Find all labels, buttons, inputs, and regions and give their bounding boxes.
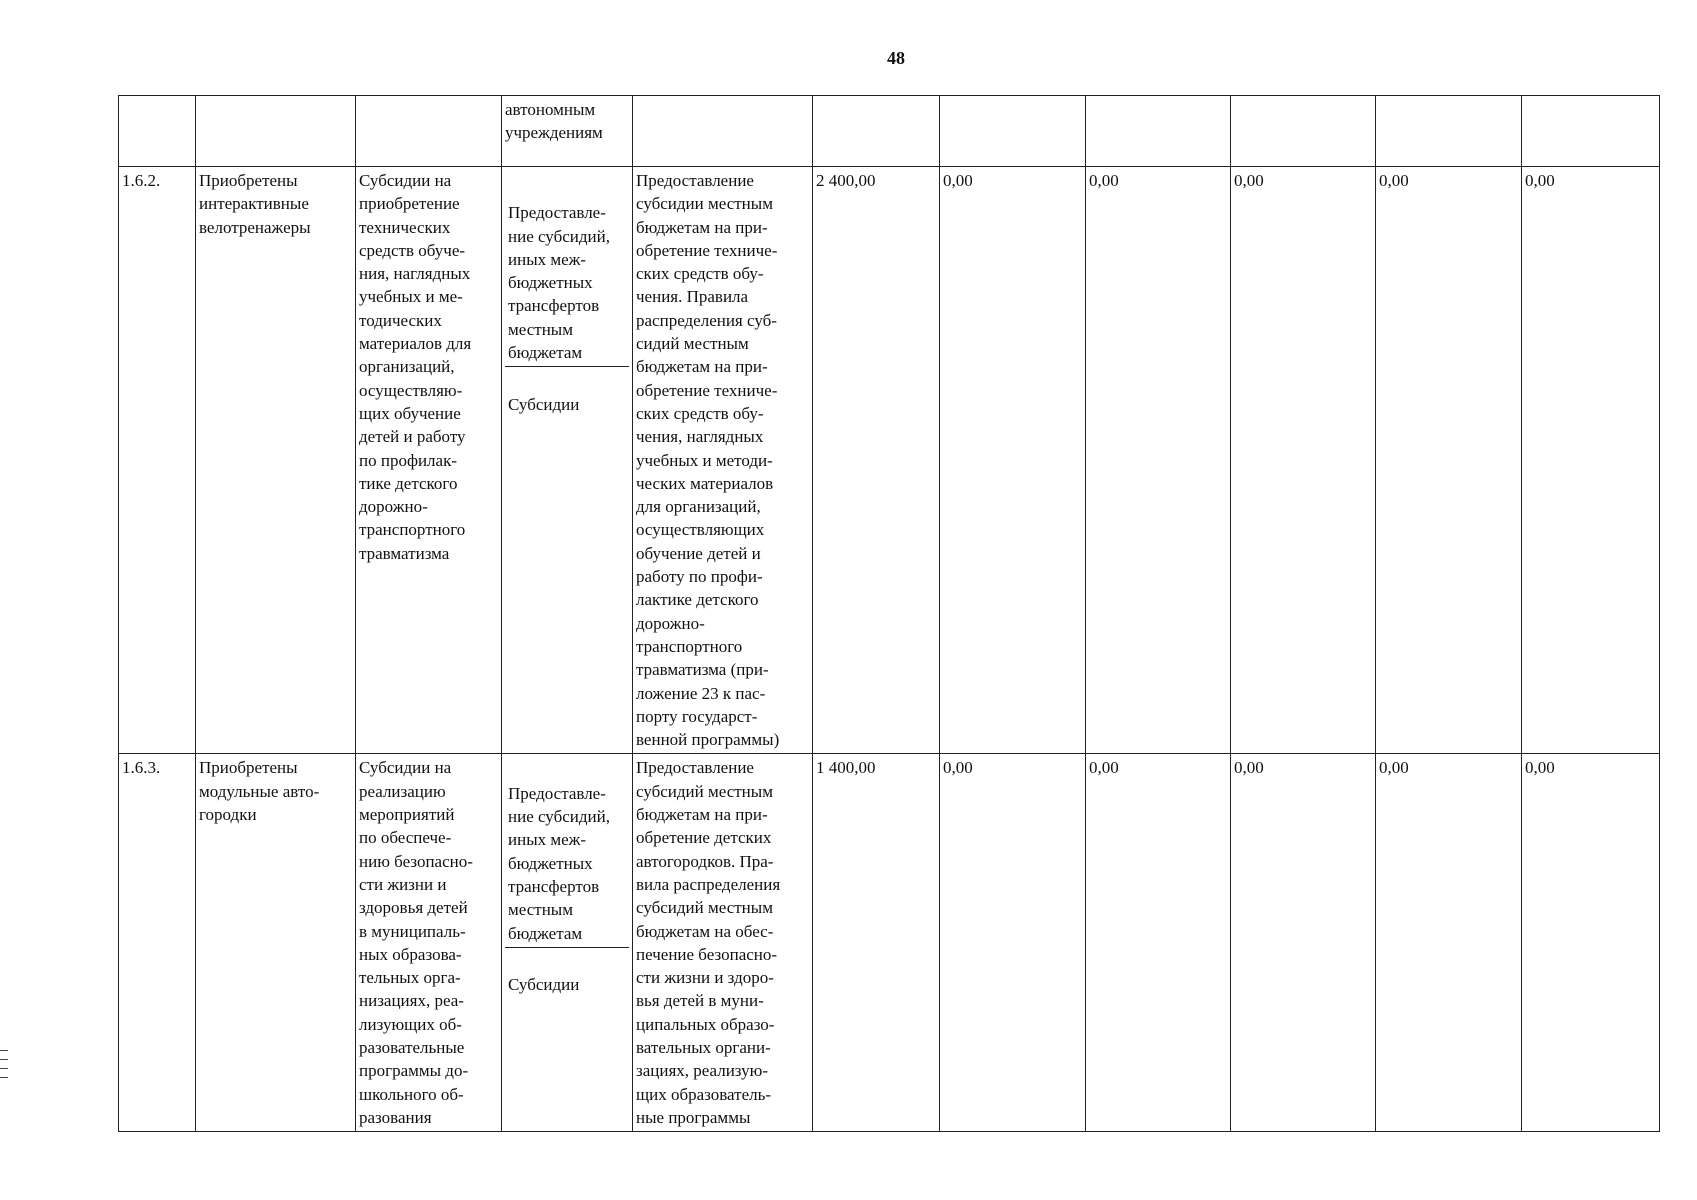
result-cell: Приобретены модульные авто- городки xyxy=(196,754,356,1132)
cell-empty xyxy=(196,96,356,167)
mechanism-cell xyxy=(502,167,633,754)
program-table xyxy=(118,95,1660,1132)
type-text: Субсидии xyxy=(508,975,580,995)
cell-empty xyxy=(940,96,1086,167)
cell-empty xyxy=(633,96,813,167)
cell-empty xyxy=(1522,96,1660,167)
subsidy-cell: Субсидии на приобретение технических средств обуче- ния, наглядных учебных и ме- тодических материалов для организаций, осуществляю- щих обучение детей и работу по профилак- тике детского дорожно- транспортного травматизма xyxy=(356,167,502,754)
description-cell: Предоставление субсидии местным бюджетам на при- обретение техниче- ских средств обу- чения. Правила распределения суб- сидий местным бюджетам на при- обретение техниче- ских средств обу- чения, наглядных учебных и методи- ческих материалов для организаций, осуществляющих обучение детей и работу по профи- лактике детского дорожно- транспортного травматизма (при- ложение 23 к пас- порту государст- венной программы) xyxy=(633,167,813,754)
cell-empty xyxy=(1086,96,1231,167)
cell-empty xyxy=(1231,96,1376,167)
table-row xyxy=(119,754,1660,1132)
table-row xyxy=(119,167,1660,754)
value-cell: 0,00 xyxy=(1522,754,1660,1132)
continuation-row xyxy=(119,96,1660,167)
value-cell: 0,00 xyxy=(1086,167,1231,754)
description-cell: Предоставление субсидий местным бюджетам на при- обретение детских автогородков. Пра- вила распределения субсидий местным бюджетам на обес- печение безопасно- сти жизни и здоро- вья детей в муни- ципальных образо- вательных органи- зациях, реализую- щих образователь- ные программы xyxy=(633,754,813,1132)
value-cell: 2 400,00 xyxy=(813,167,940,754)
binding-marks xyxy=(0,1050,8,1090)
cell-empty xyxy=(1376,96,1522,167)
value-cell: 0,00 xyxy=(1376,754,1522,1132)
row-code: 1.6.2. xyxy=(119,167,196,754)
row-code: 1.6.3. xyxy=(119,754,196,1132)
cell-empty xyxy=(119,96,196,167)
result-cell: Приобретены интерактивные велотренажеры xyxy=(196,167,356,754)
mechanism-cell: автономным учреждениям xyxy=(502,96,633,167)
value-cell: 0,00 xyxy=(1231,167,1376,754)
cell-empty xyxy=(813,96,940,167)
value-cell: 0,00 xyxy=(1231,754,1376,1132)
value-cell: 0,00 xyxy=(1086,754,1231,1132)
mechanism-cell xyxy=(502,754,633,1132)
value-cell: 0,00 xyxy=(940,754,1086,1132)
value-cell: 1 400,00 xyxy=(813,754,940,1132)
page-number: 48 xyxy=(887,48,905,68)
cell-empty xyxy=(356,96,502,167)
subsidy-cell: Субсидии на реализацию мероприятий по обеспече- нию безопасно- сти жизни и здоровья детей в муниципаль- ных образова- тельных орга- низациях, реа- лизующих об- разовательные программы до- школьного об- разования xyxy=(356,754,502,1132)
value-cell: 0,00 xyxy=(1522,167,1660,754)
type-text: Субсидии xyxy=(508,394,580,414)
mechanism-text: Предоставле- ние субсидий, иных меж- бюджетных трансфертов местным бюджетам xyxy=(505,192,629,367)
value-cell: 0,00 xyxy=(940,167,1086,754)
mechanism-text: Предоставле- ние субсидий, иных меж- бюджетных трансфертов местным бюджетам xyxy=(505,780,629,948)
value-cell: 0,00 xyxy=(1376,167,1522,754)
